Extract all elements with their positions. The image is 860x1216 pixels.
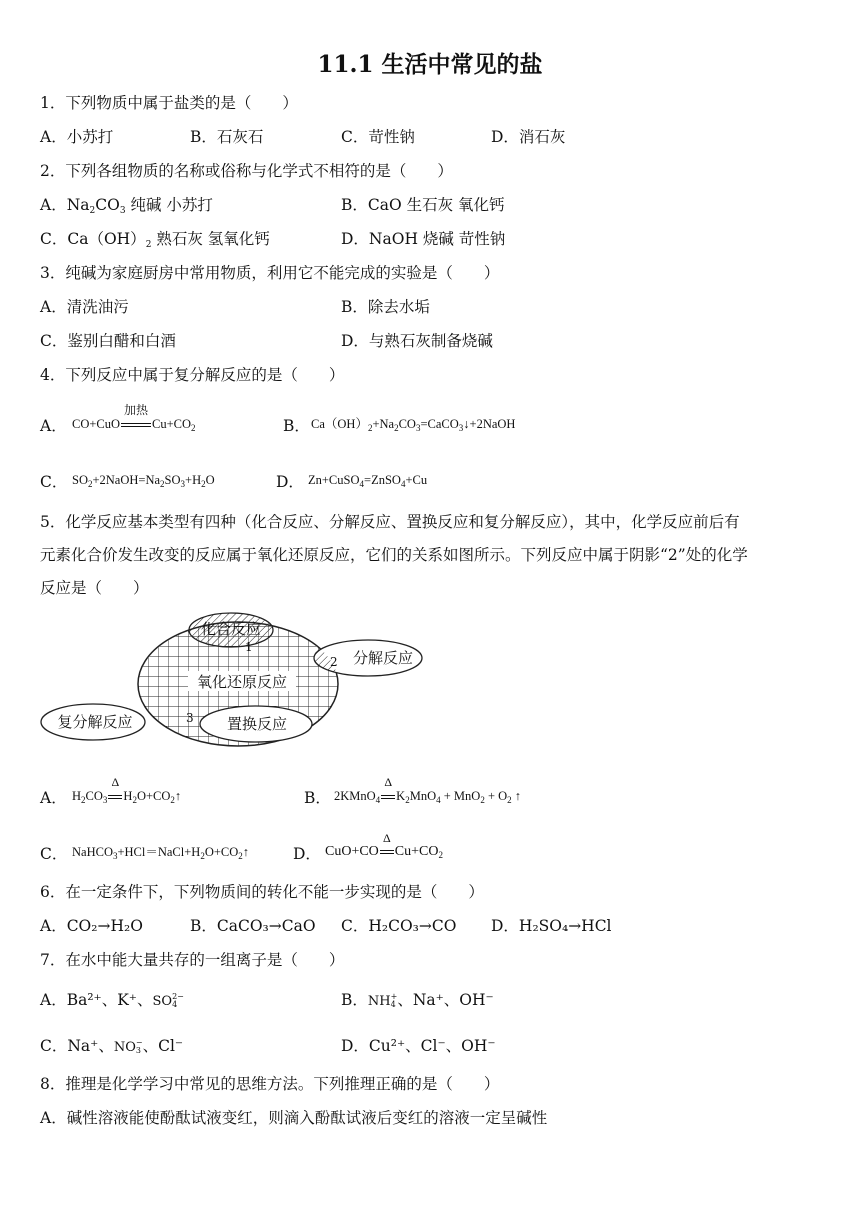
q2-option-a: A．$Na_2CO_3$ 纯碱 小苏打 [40,196,213,216]
q6-option-a: A．CO₂→H₂O [40,917,143,935]
q4-option-d-equation: Zn+CuSO$_4$=ZnSO$_4$+Cu [308,473,428,489]
question-2-stem: 2．下列各组物质的名称或俗称与化学式不相符的是（ ） [40,162,453,180]
q7-option-a: A．Ba²⁺、K⁺、SO 2− 4 [40,991,184,1009]
question-5-line-3: 反应是（ ） [40,579,149,597]
region-1-label: 1 [245,640,253,654]
question-8-stem: 8．推理是化学学习中常见的思维方法。下列推理正确的是（ ） [40,1075,500,1093]
q5-option-b-equation: 2KMnO$_4$ Δ $K_2MnO_4 + MnO_2 + O_2$ ↑ [334,775,522,805]
label-decomposition: 分解反应 [352,649,414,667]
question-5-line-2: 元素化合价发生改变的反应属于氧化还原反应，它们的关系如图所示。下列反应中属于阴影“2”处的化学 [40,546,748,564]
region-3-label: 3 [186,711,194,725]
q5-option-c-equation: $NaHCO_3+HCl=NaCl+H_2O+CO_2↑$ [72,845,250,861]
q7-option-b: B．NH + 4 、Na⁺、OH⁻ [341,991,494,1009]
page-title: 11.1 生活中常见的盐 [317,51,543,78]
label-redox: 氧化还原反应 [196,673,288,691]
question-5-line-1: 5．化学反应基本类型有四种（化合反应、分解反应、置换反应和复分解反应），其中，化学反应前后有 [40,513,740,531]
question-3-stem: 3．纯碱为家庭厨房中常用物质，利用它不能完成的实验是（ ） [40,264,500,282]
q1-option-d: D．消石灰 [491,128,566,146]
region-2-label: 2 [330,655,338,669]
q1-option-a: A．小苏打 [40,128,114,146]
question-1-stem: 1．下列物质中属于盐类的是（ ） [40,94,298,112]
q3-option-a: A．清洗油污 [40,298,129,316]
q2-option-d: D．NaOH 烧碱 苛性钠 [341,230,506,248]
q4-option-d-label: D． [276,473,304,491]
q4-option-c-label: C． [40,473,68,491]
q7-option-d: D．Cu²⁺、Cl⁻、OH⁻ [341,1037,496,1055]
q8-option-a: A．碱性溶液能使酚酞试液变红，则滴入酚酞试液后变红的溶液一定呈碱性 [40,1109,548,1127]
label-combination: 化合反应 [200,620,262,638]
q5-option-d-label: D． [293,845,321,863]
q5-option-a-equation: $H_2CO_3$ Δ $H_2O+CO_2↑$ [72,775,182,805]
q5-option-a-label: A． [40,789,67,807]
label-displacement: 置换反应 [226,715,288,733]
q6-option-b: B．CaCO₃→CaO [190,917,316,935]
question-6-stem: 6．在一定条件下，下列物质间的转化不能一步实现的是（ ） [40,883,484,901]
label-double-displacement: 复分解反应 [57,713,133,731]
q5-option-d-equation: CuO+CO Δ $Cu+CO_2$ [325,831,443,860]
q5-option-c-label: C． [40,845,68,863]
q1-option-c: C．苛性钠 [341,128,415,146]
q6-option-d: D．H₂SO₄→HCl [491,917,612,935]
question-7-stem: 7．在水中能大量共存的一组离子是（ ） [40,951,345,969]
q4-option-b-equation: $Ca(OH)_2+Na_2CO_3=CaCO_3↓+2NaOH$ [311,417,516,433]
q7-option-c: C．Na⁺、NO − 3 、Cl⁻ [40,1037,184,1055]
q4-option-a-label: A． [40,417,67,435]
q2-option-c: C．$Ca(OH)_2$ 熟石灰 氢氧化钙 [40,230,270,250]
q3-option-d: D．与熟石灰制备烧碱 [341,332,493,350]
q4-option-a-equation: CO+CuO 加热 $Cu+CO_2$ [72,403,196,433]
q2-option-b: B．CaO 生石灰 氧化钙 [341,196,505,214]
q5-option-b-label: B． [304,789,331,807]
q4-option-b-label: B． [283,417,310,435]
q3-option-b: B．除去水垢 [341,298,430,316]
question-4-stem: 4．下列反应中属于复分解反应的是（ ） [40,366,345,384]
q4-option-c-equation: $SO_2+2NaOH=Na_2SO_3+H_2O$ [72,473,215,489]
q1-option-b: B．石灰石 [190,128,264,146]
reaction-type-diagram [38,606,478,756]
q3-option-c: C．鉴别白醋和白酒 [40,332,176,350]
q6-option-c: C．H₂CO₃→CO [341,917,457,935]
